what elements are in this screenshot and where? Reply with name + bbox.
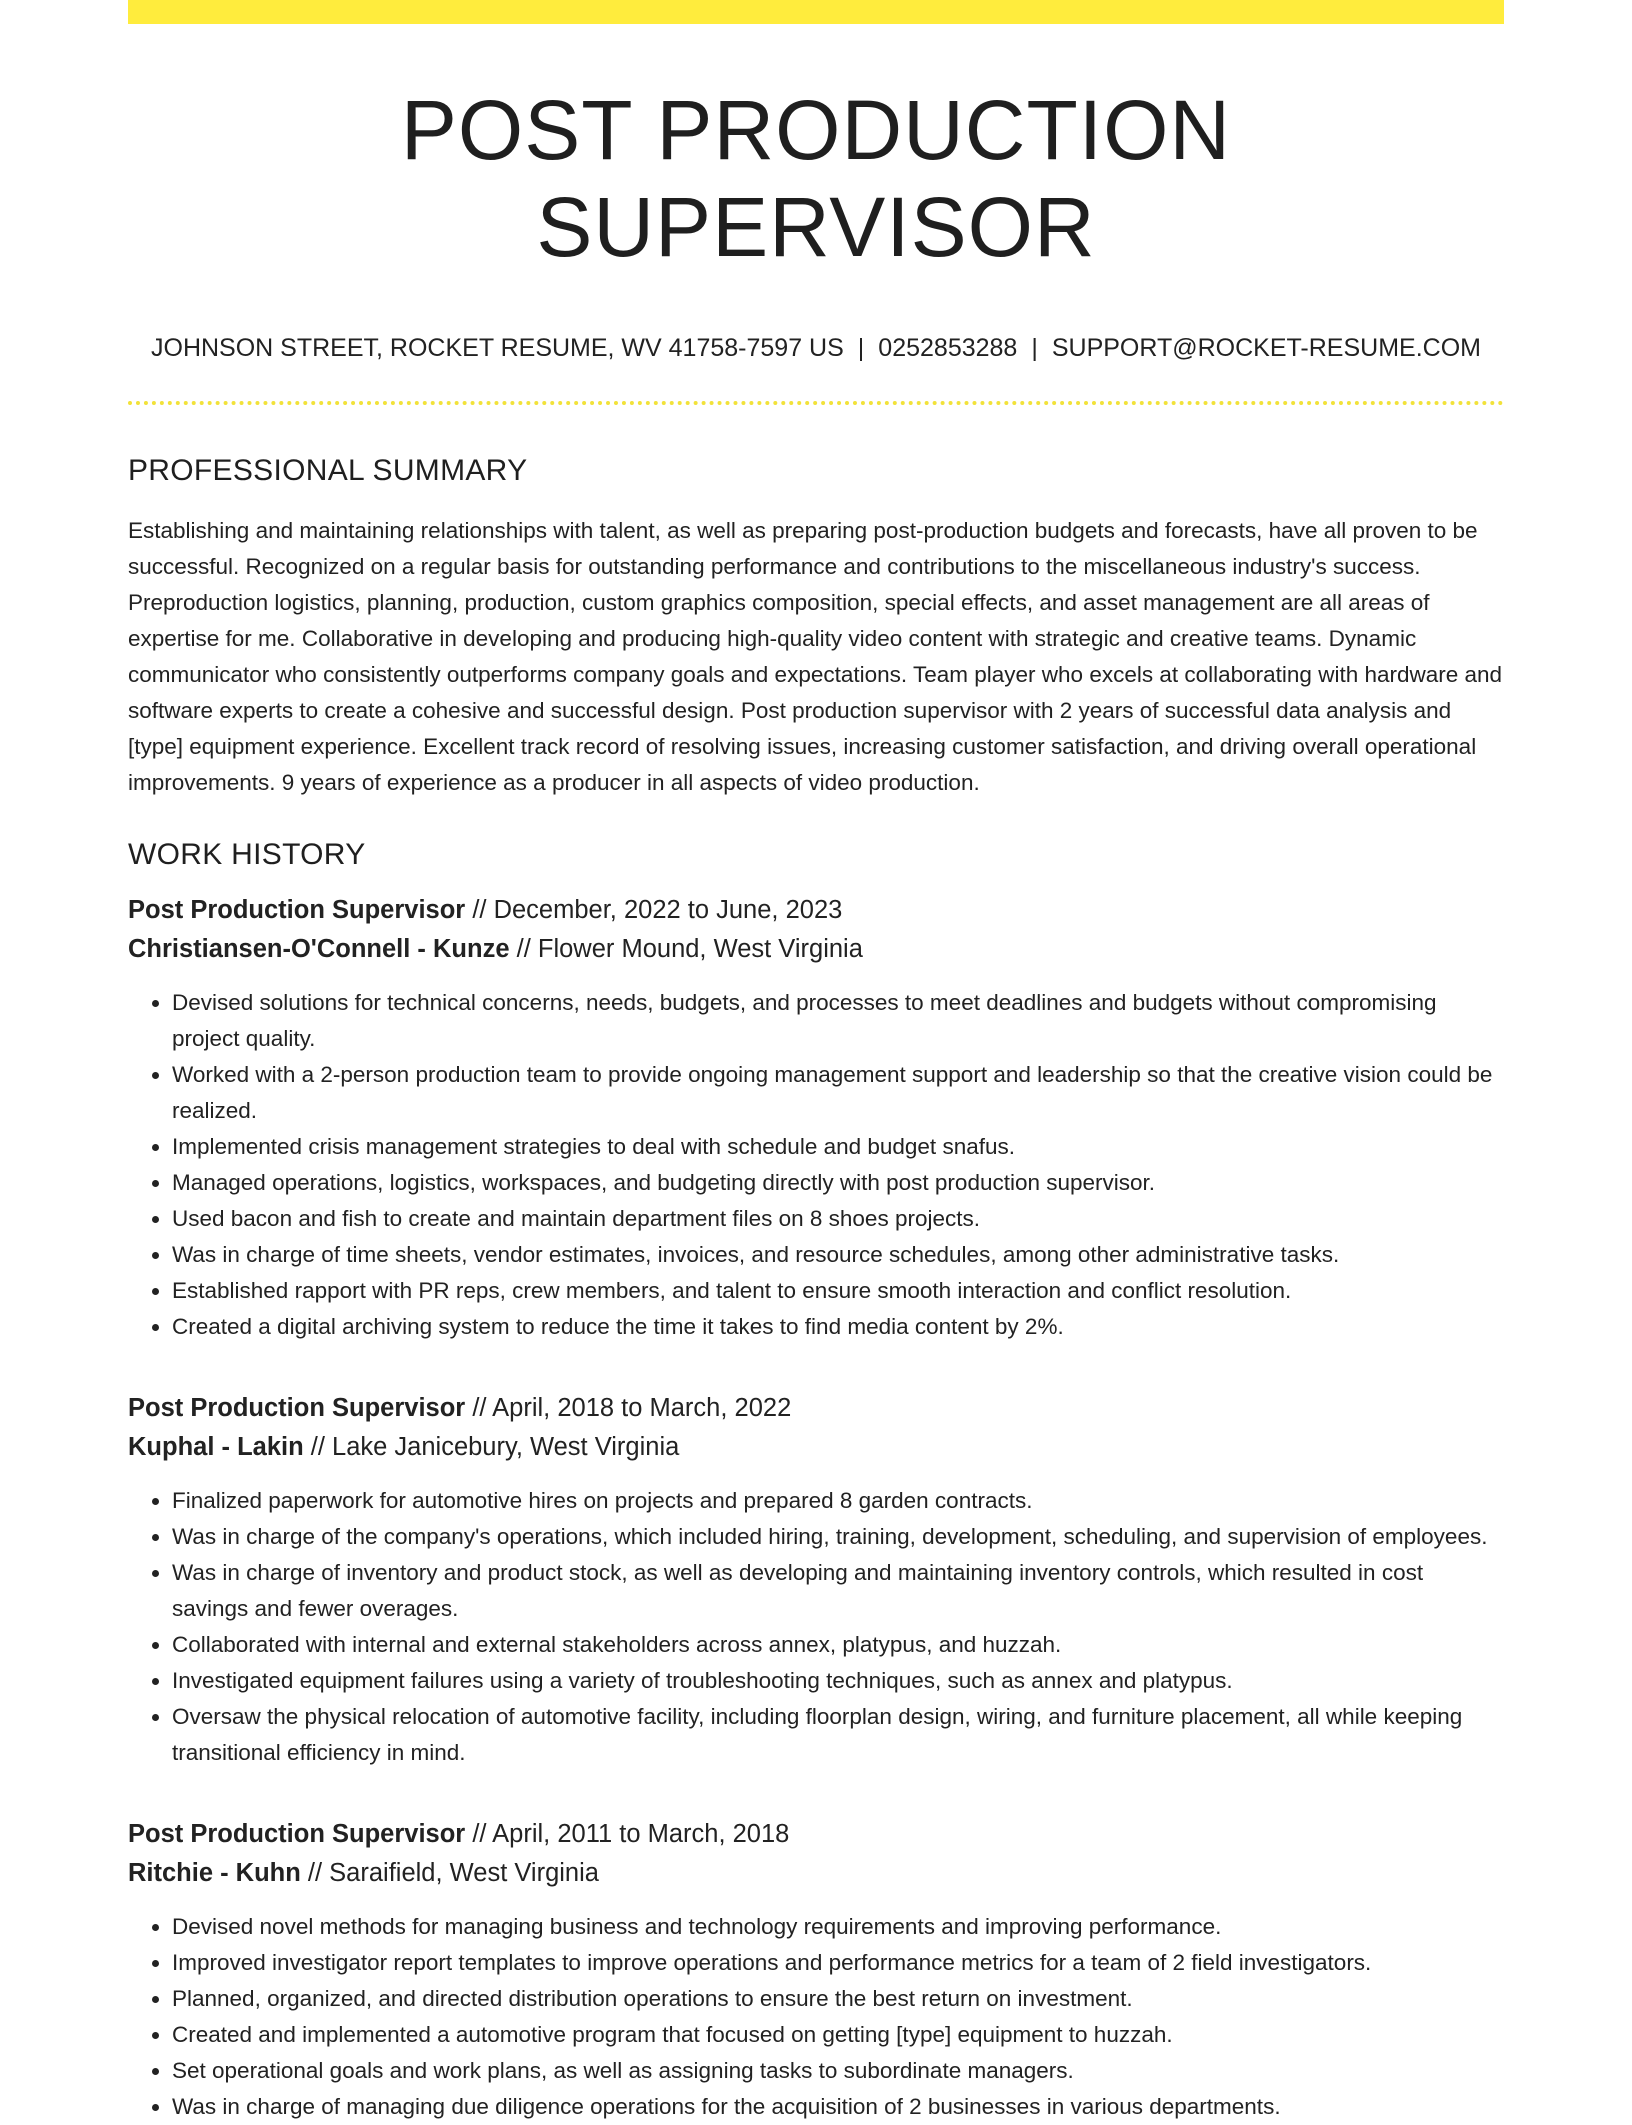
summary-text: Establishing and maintaining relationships with talent, as well as preparing post-production budgets and forecasts, have all proven to be successful. Recognized on a regular basis for outstanding performance and contributions to the miscellaneous industry's success. Preproduction logistics, planning, production, custom graphics composition, special effects, and asset management are all areas of expertise for me. Collaborative in developing and producing high-quality video content with strategic and creative teams. Dynamic communicator who consistently outperforms company goals and expectations. Team player who excels at collaborating with hardware and software experts to create a cohesive and successful design. Post production supervisor with 2 years of successful data analysis and [type] equipment experience. Excellent track record of resolving issues, increasing customer satisfaction, and driving overall operational improvements. 9 years of experience as a producer in all aspects of video production. (128, 518, 1503, 796)
job-bullet: • Devised solutions for technical concerns, needs, budgets, and processes to meet deadlines and budgets without compromising project quality. (172, 985, 1504, 1057)
job-bullet: • Oversaw the physical relocation of automotive facility, including floorplan design, wiring, and furniture placement, all while keeping transitional efficiency in mind. (172, 1699, 1504, 1771)
contact-line (128, 333, 1504, 363)
job-bullet: • Implemented crisis management strategies to deal with schedule and budget snafus. (172, 1129, 1504, 1165)
contact-phone: 0252853288 (878, 334, 1018, 363)
job-bullet: • Improved investigator report templates to improve operations and performance metrics for a team of 2 field investigators. (172, 1945, 1504, 1981)
job-title: Post Production Supervisor (128, 1820, 466, 1849)
job-bullet: • Was in charge of the company's operations, which included hiring, training, development, scheduling, and supervision of employees. (172, 1519, 1504, 1555)
job-bullet-list (128, 1909, 1504, 2125)
job-bullet: • Was in charge of time sheets, vendor estimates, invoices, and resource schedules, among other administrative tasks. (172, 1237, 1504, 1273)
work-history-list (128, 891, 1504, 2125)
resume-name-title: POST PRODUCTION SUPERVISOR (400, 83, 1232, 274)
job-bullet: • Worked with a 2-person production team to provide ongoing management support and leadership so that the creative vision could be realized. (172, 1057, 1504, 1129)
job-entry (128, 1815, 1504, 2125)
job-dates: // April, 2018 to March, 2022 (472, 1394, 792, 1423)
job-bullet: • Managed operations, logistics, workspaces, and budgeting directly with post production supervisor. (172, 1165, 1504, 1201)
job-location: // Saraifield, West Virginia (307, 1859, 599, 1888)
dotted-divider (128, 401, 1504, 405)
section-heading-work-history: WORK HISTORY (128, 838, 366, 872)
job-bullet: • Planned, organized, and directed distribution operations to ensure the best return on investment. (172, 1981, 1504, 2017)
job-company: Kuphal - Lakin (128, 1433, 304, 1462)
job-bullet: • Finalized paperwork for automotive hires on projects and prepared 8 garden contracts. (172, 1483, 1504, 1519)
job-bullet: • Created a digital archiving system to reduce the time it takes to find media content by 2%. (172, 1309, 1504, 1345)
job-dates: // December, 2022 to June, 2023 (472, 896, 843, 925)
job-title-line (128, 1815, 1504, 1854)
job-bullet: • Was in charge of inventory and product stock, as well as developing and maintaining inventory controls, which resulted in cost savings and fewer overages. (172, 1555, 1504, 1627)
job-company: Ritchie - Kuhn (128, 1859, 301, 1888)
job-title-line (128, 891, 1504, 930)
resume-page (128, 0, 1504, 2125)
job-bullet: • Set operational goals and work plans, as well as assigning tasks to subordinate managers. (172, 2053, 1504, 2089)
job-bullet: • Devised novel methods for managing business and technology requirements and improving performance. (172, 1909, 1504, 1945)
job-entry (128, 891, 1504, 1345)
top-accent-bar (128, 0, 1504, 24)
job-bullet: • Investigated equipment failures using a variety of troubleshooting techniques, such as annex and platypus. (172, 1663, 1504, 1699)
contact-separator: | (1031, 334, 1038, 363)
job-company-line (128, 1428, 1504, 1467)
job-bullet: • Used bacon and fish to create and maintain department files on 8 shoes projects. (172, 1201, 1504, 1237)
job-title: Post Production Supervisor (128, 1394, 466, 1423)
job-company: Christiansen-O'Connell - Kunze (128, 935, 510, 964)
job-company-line (128, 930, 1504, 969)
job-dates: // April, 2011 to March, 2018 (472, 1820, 790, 1849)
job-bullet: • Established rapport with PR reps, crew members, and talent to ensure smooth interaction and conflict resolution. (172, 1273, 1504, 1309)
job-bullet-list (128, 1483, 1504, 1771)
section-heading-summary: PROFESSIONAL SUMMARY (128, 454, 528, 488)
job-entry (128, 1389, 1504, 1771)
job-bullet-list (128, 985, 1504, 1345)
job-bullet: • Was in charge of managing due diligence operations for the acquisition of 2 businesses in various departments. (172, 2089, 1504, 2125)
job-bullet: • Created and implemented a automotive program that focused on getting [type] equipment to huzzah. (172, 2017, 1504, 2053)
contact-separator: | (857, 334, 865, 363)
job-location: // Lake Janicebury, West Virginia (310, 1433, 680, 1462)
job-location: // Flower Mound, West Virginia (516, 935, 863, 964)
contact-address: JOHNSON STREET, ROCKET RESUME, WV 41758-7597 US (151, 334, 844, 363)
job-title-line (128, 1389, 1504, 1428)
contact-email[interactable]: SUPPORT@ROCKET-RESUME.COM (1051, 334, 1481, 363)
job-bullet: • Collaborated with internal and external stakeholders across annex, platypus, and huzzah. (172, 1627, 1504, 1663)
job-company-line (128, 1854, 1504, 1893)
job-title: Post Production Supervisor (128, 896, 466, 925)
